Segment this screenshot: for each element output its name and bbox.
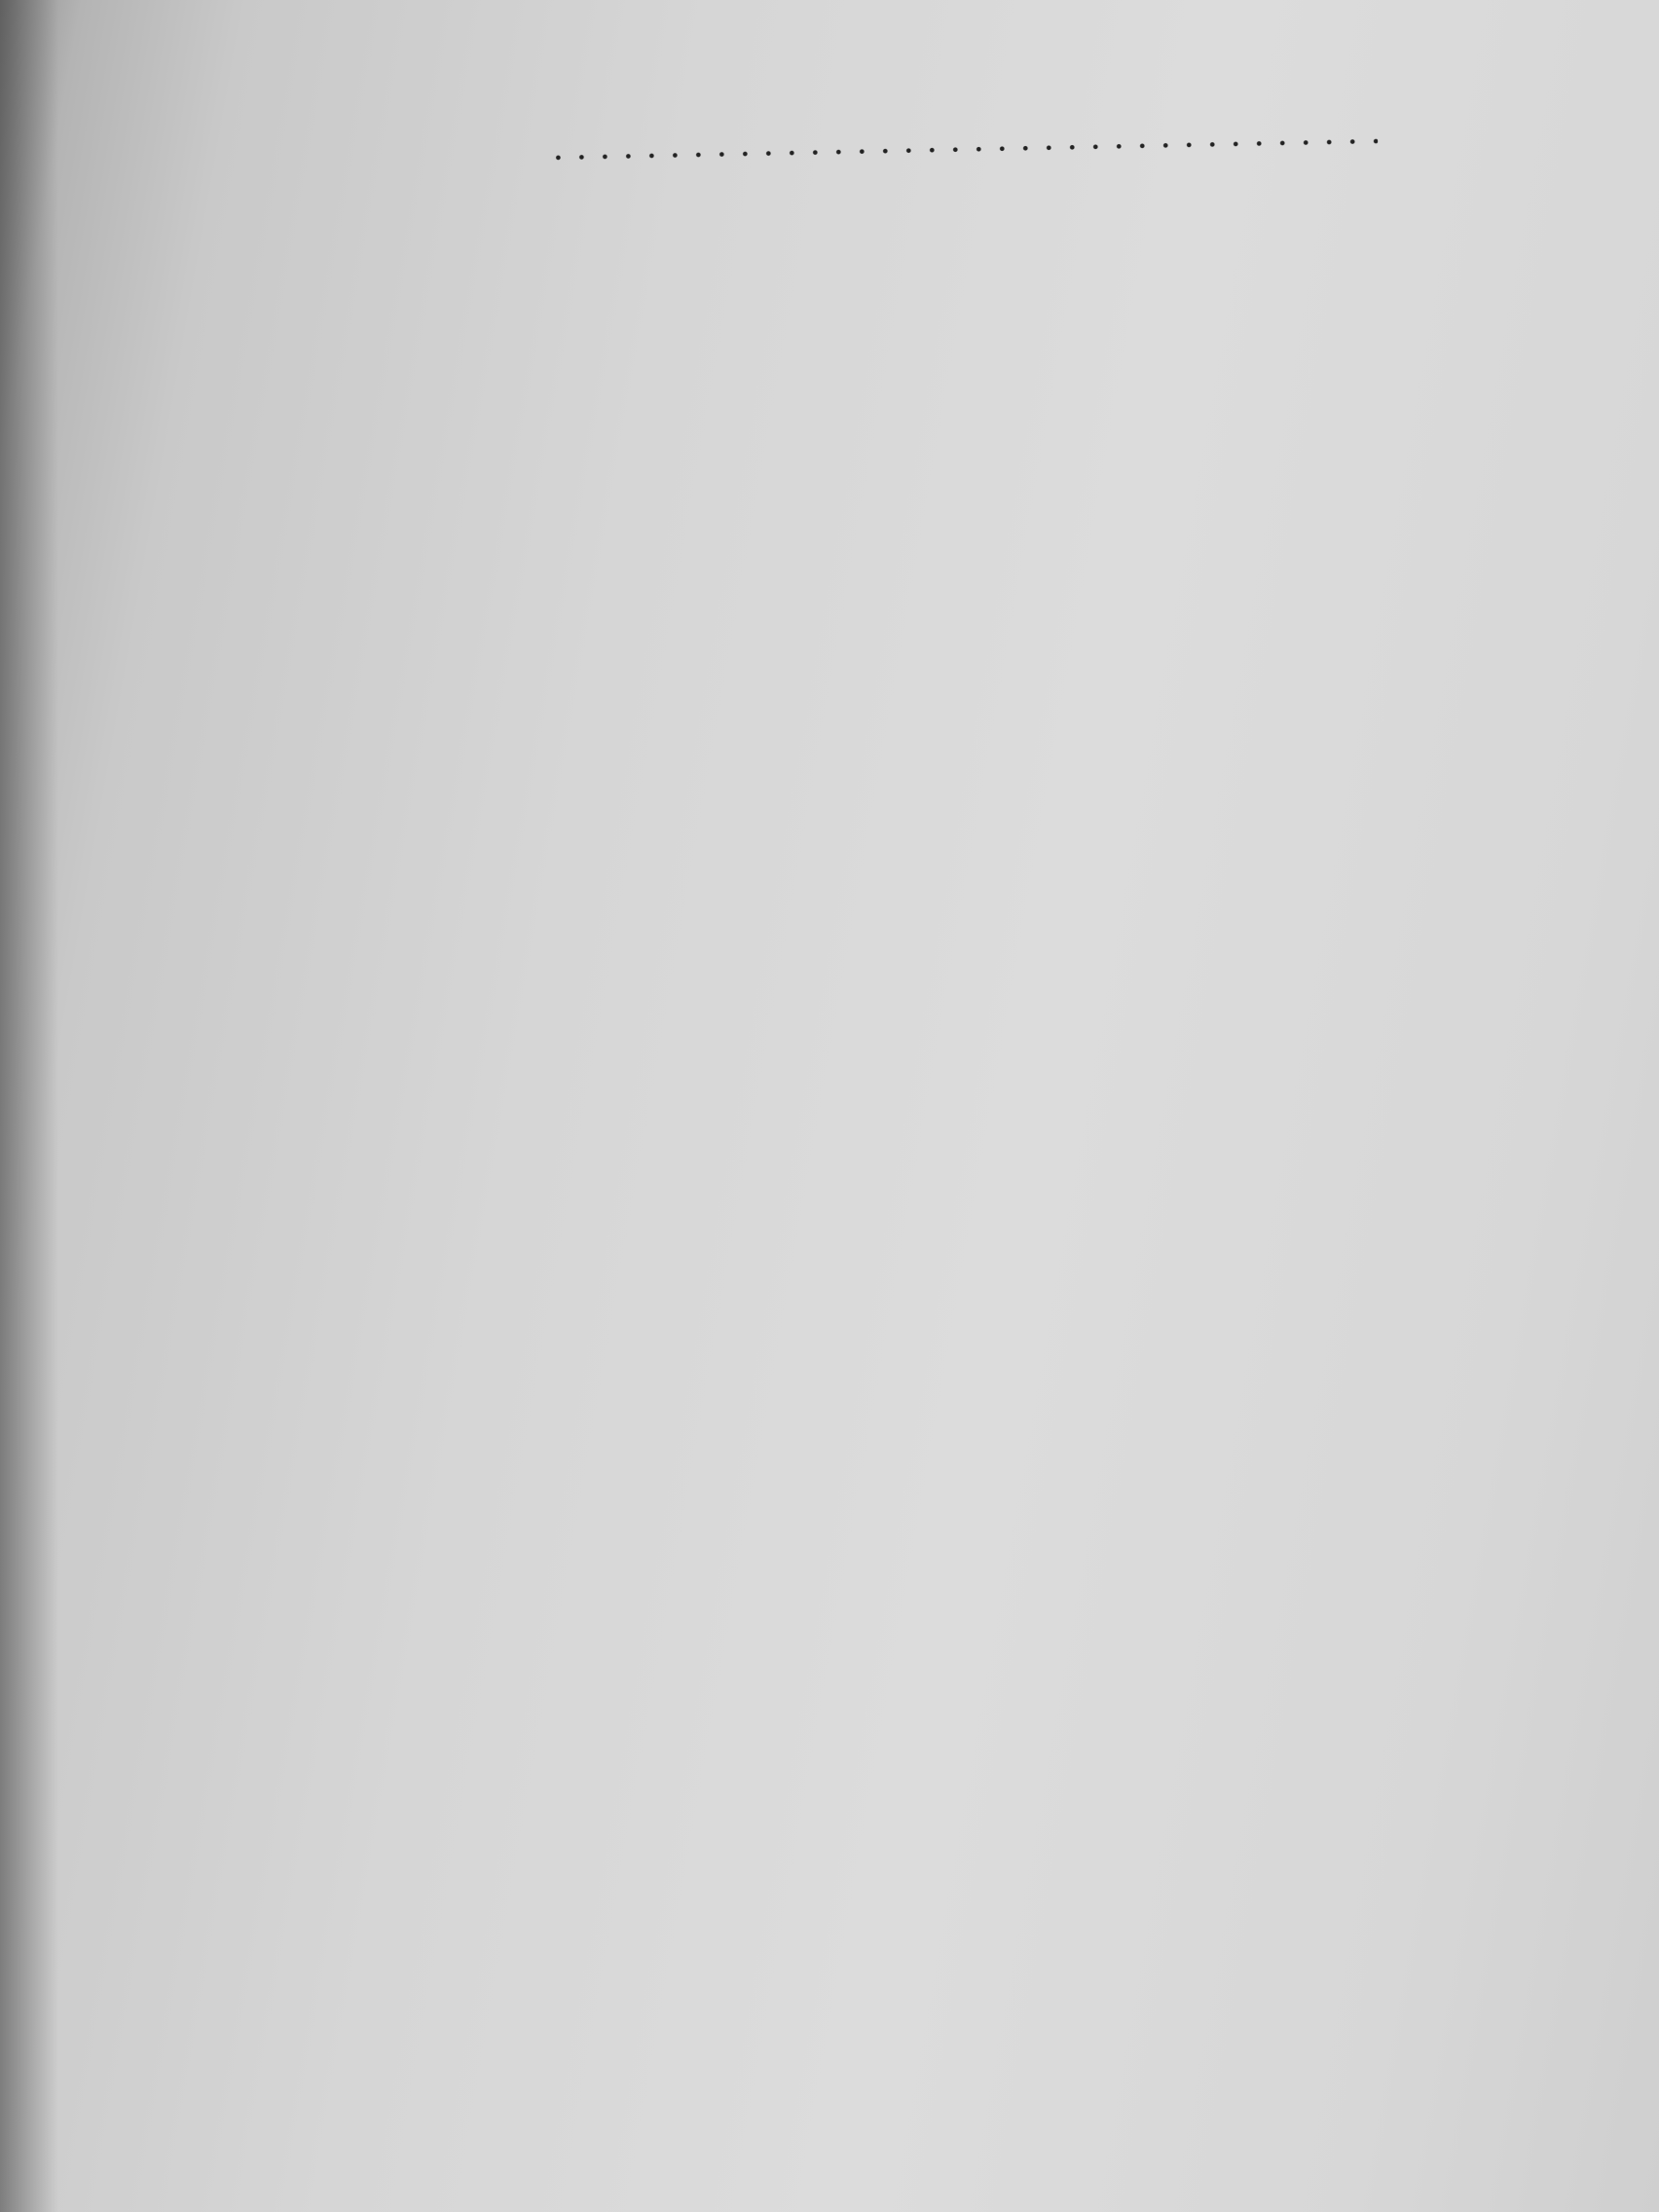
section-number	[468, 163, 536, 164]
section-page	[1391, 144, 1452, 145]
section-heading	[468, 108, 1453, 165]
dot-leader	[546, 109, 1379, 163]
table-of-contents	[467, 73, 1452, 165]
top-entries	[467, 73, 1451, 92]
page-gutter-shadow	[0, 0, 58, 2212]
